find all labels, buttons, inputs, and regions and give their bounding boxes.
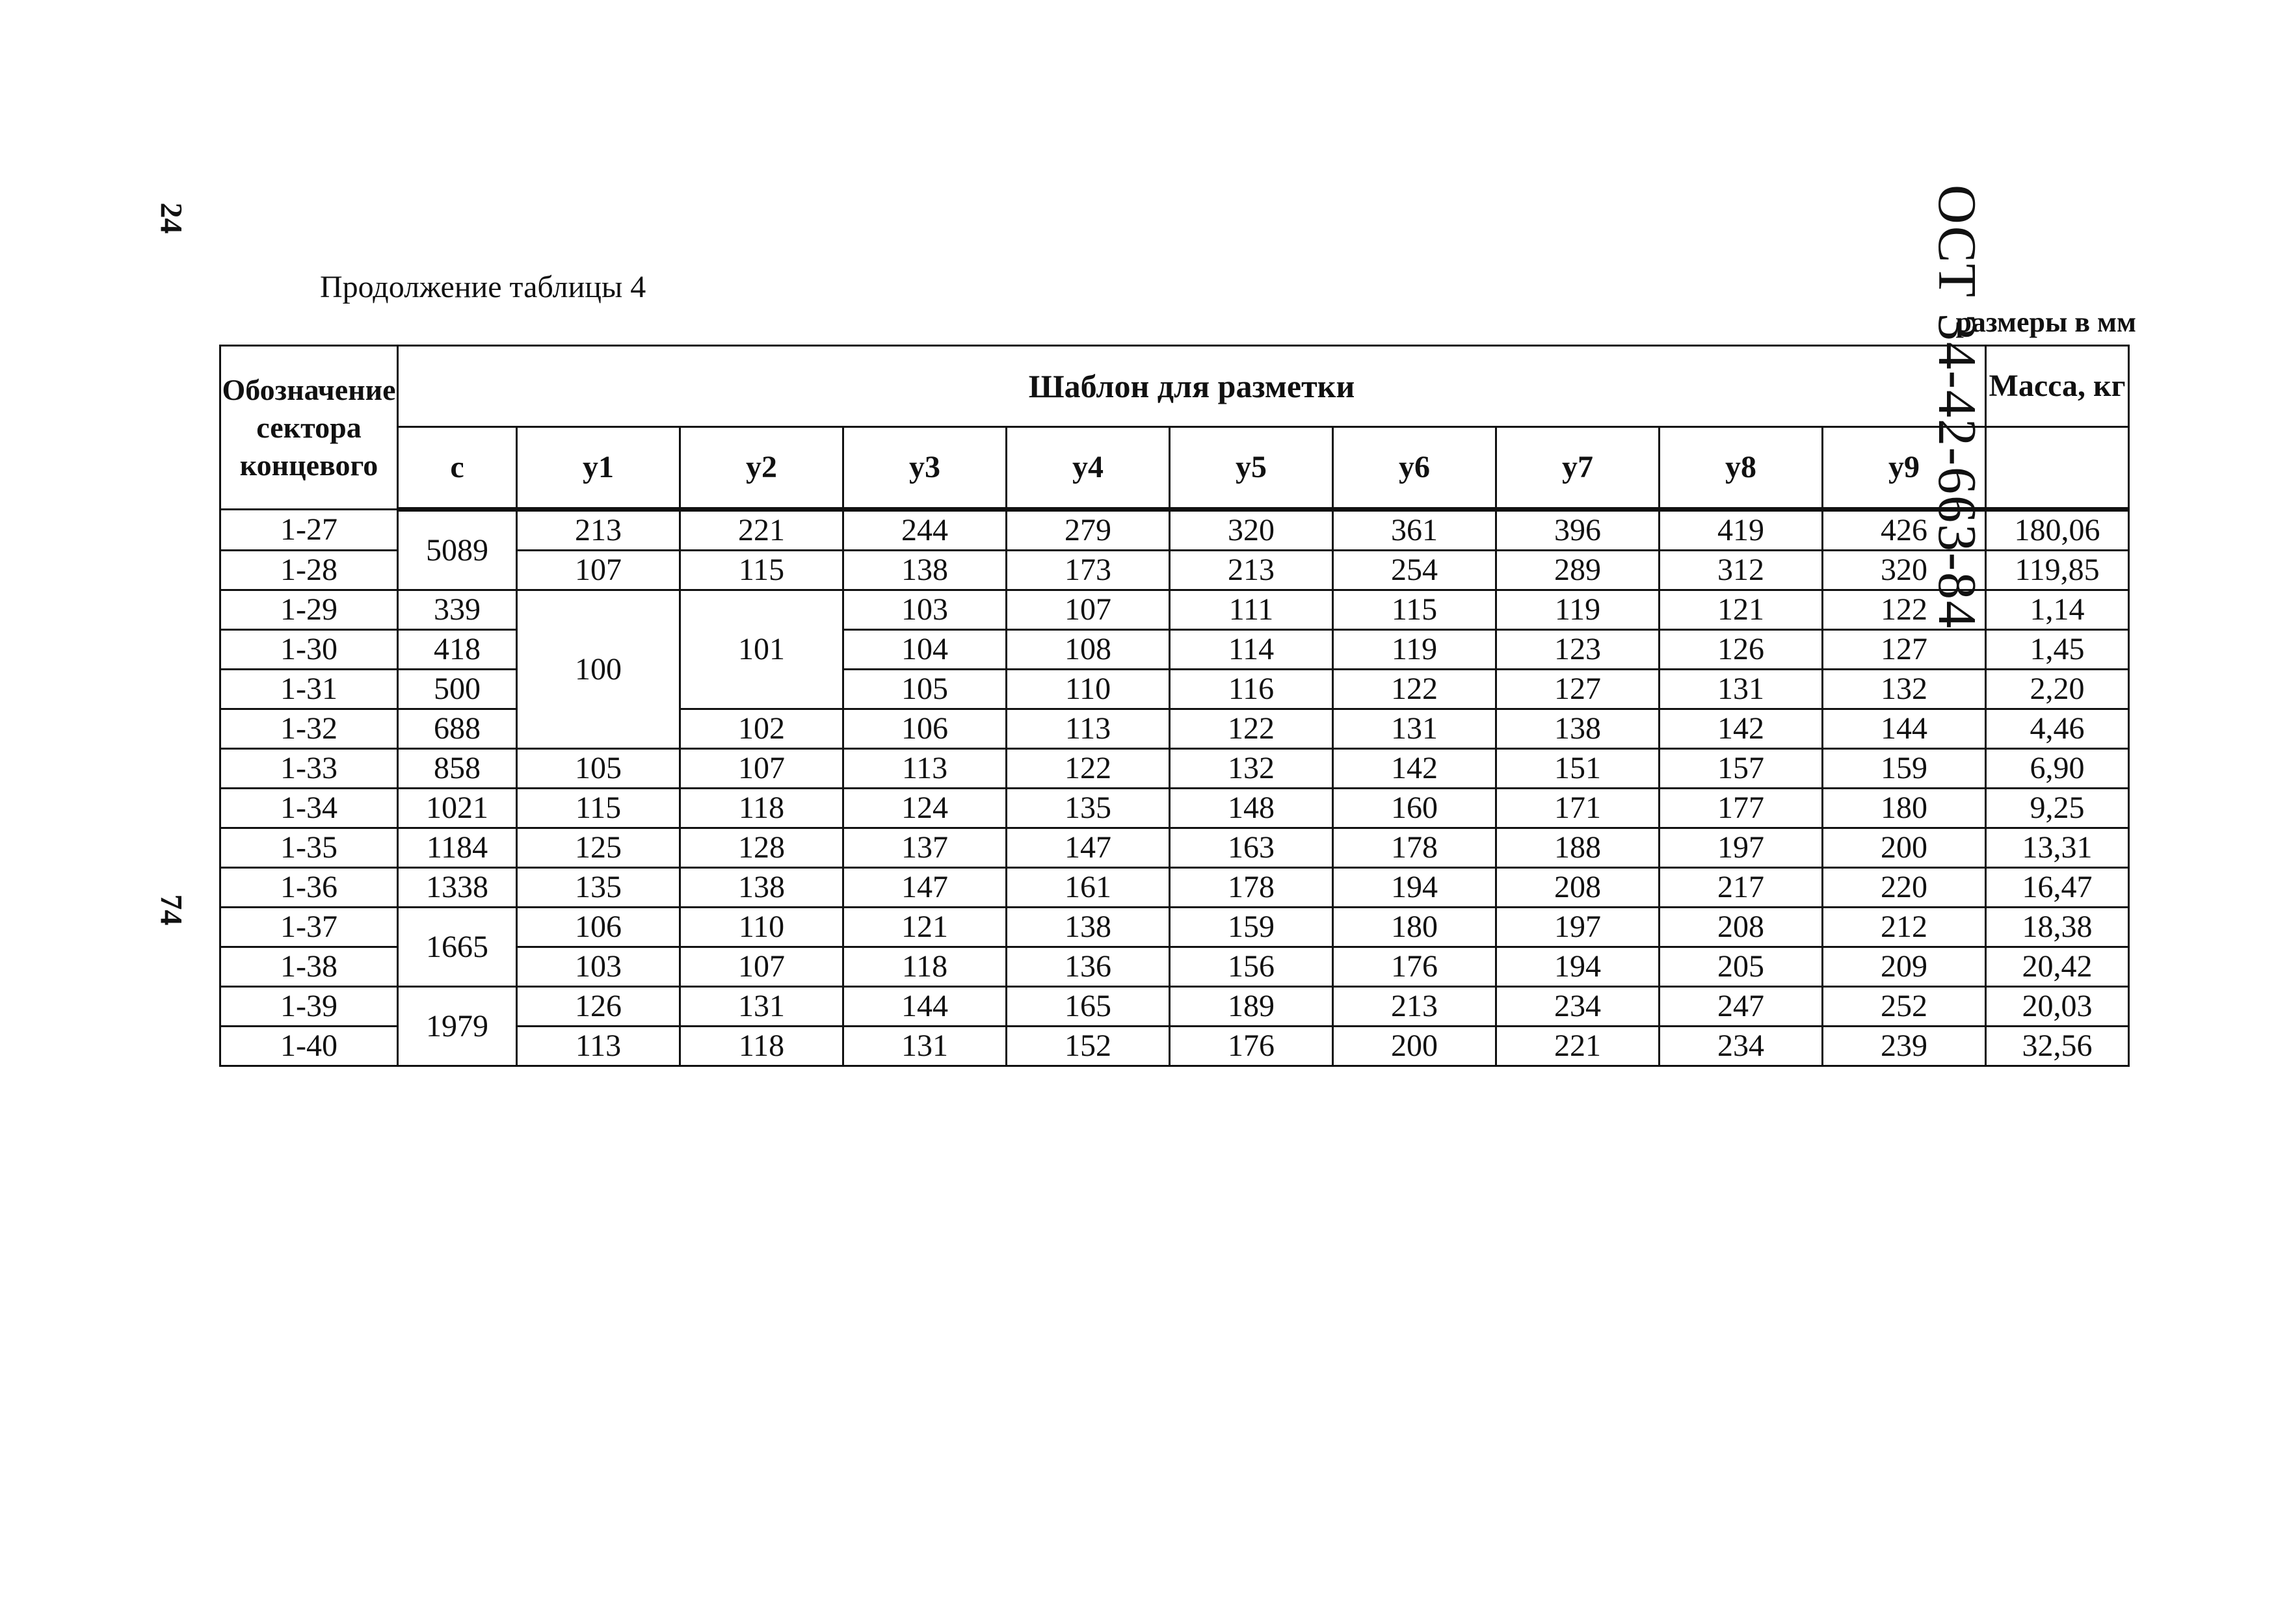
cell-y9: 239 bbox=[1823, 1027, 1986, 1066]
table-row bbox=[220, 789, 2129, 828]
header-designation: Обозначение сектора концевого bbox=[220, 346, 398, 510]
cell-y5: 176 bbox=[1170, 1027, 1333, 1066]
cell-mass: 6,90 bbox=[1986, 749, 2129, 789]
cell-y4: 107 bbox=[1007, 590, 1170, 630]
cell-y9: 252 bbox=[1823, 987, 1986, 1027]
cell-id: 1-35 bbox=[220, 828, 398, 868]
cell-y8: 131 bbox=[1660, 670, 1823, 709]
cell-y9: 212 bbox=[1823, 908, 1986, 947]
table-row bbox=[220, 828, 2129, 868]
cell-y8: 205 bbox=[1660, 947, 1823, 987]
cell-y2: 101 bbox=[680, 590, 843, 709]
cell-c: 688 bbox=[398, 709, 517, 749]
cell-y3: 105 bbox=[843, 670, 1007, 709]
cell-y4: 279 bbox=[1007, 510, 1170, 551]
cell-y1: 113 bbox=[517, 1027, 680, 1066]
subheader-y7: y7 bbox=[1496, 427, 1660, 510]
page-number-side: 74 bbox=[153, 894, 189, 926]
cell-y5: 178 bbox=[1170, 868, 1333, 908]
cell-mass: 2,20 bbox=[1986, 670, 2129, 709]
subheader-y1: y1 bbox=[517, 427, 680, 510]
cell-y4: 108 bbox=[1007, 630, 1170, 670]
cell-y2: 115 bbox=[680, 551, 843, 590]
cell-y7: 123 bbox=[1496, 630, 1660, 670]
cell-y4: 135 bbox=[1007, 789, 1170, 828]
cell-y5: 116 bbox=[1170, 670, 1333, 709]
cell-y4: 147 bbox=[1007, 828, 1170, 868]
cell-y6: 254 bbox=[1333, 551, 1496, 590]
cell-y6: 131 bbox=[1333, 709, 1496, 749]
cell-y3: 121 bbox=[843, 908, 1007, 947]
cell-mass: 18,38 bbox=[1986, 908, 2129, 947]
subheader-y8: y8 bbox=[1660, 427, 1823, 510]
cell-y8: 208 bbox=[1660, 908, 1823, 947]
cell-mass: 20,03 bbox=[1986, 987, 2129, 1027]
cell-y9: 132 bbox=[1823, 670, 1986, 709]
cell-c: 1979 bbox=[398, 987, 517, 1066]
cell-mass: 1,45 bbox=[1986, 630, 2129, 670]
cell-y2: 110 bbox=[680, 908, 843, 947]
cell-y3: 147 bbox=[843, 868, 1007, 908]
cell-y6: 213 bbox=[1333, 987, 1496, 1027]
cell-c: 1338 bbox=[398, 868, 517, 908]
header-mass: Масса, кг bbox=[1986, 346, 2129, 427]
cell-y5: 189 bbox=[1170, 987, 1333, 1027]
cell-y2: 118 bbox=[680, 789, 843, 828]
cell-y3: 137 bbox=[843, 828, 1007, 868]
cell-y2: 107 bbox=[680, 947, 843, 987]
cell-y8: 247 bbox=[1660, 987, 1823, 1027]
subheader-y3: y3 bbox=[843, 427, 1007, 510]
cell-y5: 213 bbox=[1170, 551, 1333, 590]
cell-y3: 144 bbox=[843, 987, 1007, 1027]
cell-y6: 119 bbox=[1333, 630, 1496, 670]
table-row bbox=[220, 987, 2129, 1027]
table-row bbox=[220, 868, 2129, 908]
cell-mass: 20,42 bbox=[1986, 947, 2129, 987]
table-row bbox=[220, 630, 2129, 670]
cell-id: 1-27 bbox=[220, 510, 398, 551]
cell-y7: 188 bbox=[1496, 828, 1660, 868]
cell-id: 1-31 bbox=[220, 670, 398, 709]
cell-c: 418 bbox=[398, 630, 517, 670]
units-note: размеры в мм bbox=[1955, 306, 2136, 338]
cell-y5: 111 bbox=[1170, 590, 1333, 630]
cell-y3: 244 bbox=[843, 510, 1007, 551]
cell-y3: 113 bbox=[843, 749, 1007, 789]
subheader-mass-blank bbox=[1986, 427, 2129, 510]
cell-y7: 151 bbox=[1496, 749, 1660, 789]
cell-y3: 106 bbox=[843, 709, 1007, 749]
cell-y7: 194 bbox=[1496, 947, 1660, 987]
cell-id: 1-32 bbox=[220, 709, 398, 749]
cell-y7: 396 bbox=[1496, 510, 1660, 551]
cell-y1: 106 bbox=[517, 908, 680, 947]
cell-y4: 122 bbox=[1007, 749, 1170, 789]
cell-y8: 234 bbox=[1660, 1027, 1823, 1066]
cell-y1: 115 bbox=[517, 789, 680, 828]
cell-y6: 142 bbox=[1333, 749, 1496, 789]
cell-id: 1-33 bbox=[220, 749, 398, 789]
cell-mass: 180,06 bbox=[1986, 510, 2129, 551]
cell-c: 5089 bbox=[398, 510, 517, 590]
cell-id: 1-28 bbox=[220, 551, 398, 590]
table-row bbox=[220, 510, 2129, 551]
cell-y4: 113 bbox=[1007, 709, 1170, 749]
cell-y9: 209 bbox=[1823, 947, 1986, 987]
table-row bbox=[220, 749, 2129, 789]
cell-y5: 163 bbox=[1170, 828, 1333, 868]
cell-c: 500 bbox=[398, 670, 517, 709]
cell-y8: 197 bbox=[1660, 828, 1823, 868]
cell-y2: 118 bbox=[680, 1027, 843, 1066]
data-table bbox=[219, 345, 2130, 1067]
cell-y2: 128 bbox=[680, 828, 843, 868]
cell-id: 1-39 bbox=[220, 987, 398, 1027]
cell-y8: 177 bbox=[1660, 789, 1823, 828]
cell-y9: 144 bbox=[1823, 709, 1986, 749]
cell-y8: 312 bbox=[1660, 551, 1823, 590]
cell-y8: 121 bbox=[1660, 590, 1823, 630]
cell-y1: 135 bbox=[517, 868, 680, 908]
cell-y2: 221 bbox=[680, 510, 843, 551]
cell-y6: 160 bbox=[1333, 789, 1496, 828]
cell-y4: 161 bbox=[1007, 868, 1170, 908]
cell-c: 858 bbox=[398, 749, 517, 789]
cell-y3: 104 bbox=[843, 630, 1007, 670]
subheader-y4: y4 bbox=[1007, 427, 1170, 510]
cell-y4: 136 bbox=[1007, 947, 1170, 987]
cell-y8: 157 bbox=[1660, 749, 1823, 789]
cell-y6: 122 bbox=[1333, 670, 1496, 709]
cell-y3: 118 bbox=[843, 947, 1007, 987]
cell-y3: 103 bbox=[843, 590, 1007, 630]
cell-id: 1-36 bbox=[220, 868, 398, 908]
cell-mass: 16,47 bbox=[1986, 868, 2129, 908]
document-code: ОСТ 34-42-663-84 bbox=[1927, 185, 1987, 629]
subheader-y6: y6 bbox=[1333, 427, 1496, 510]
cell-id: 1-40 bbox=[220, 1027, 398, 1066]
table-row bbox=[220, 908, 2129, 947]
cell-y5: 156 bbox=[1170, 947, 1333, 987]
cell-y7: 127 bbox=[1496, 670, 1660, 709]
cell-y7: 289 bbox=[1496, 551, 1660, 590]
cell-y5: 132 bbox=[1170, 749, 1333, 789]
cell-mass: 119,85 bbox=[1986, 551, 2129, 590]
cell-y8: 142 bbox=[1660, 709, 1823, 749]
cell-c: 1021 bbox=[398, 789, 517, 828]
cell-y6: 115 bbox=[1333, 590, 1496, 630]
cell-y8: 126 bbox=[1660, 630, 1823, 670]
cell-y8: 419 bbox=[1660, 510, 1823, 551]
cell-y3: 124 bbox=[843, 789, 1007, 828]
page-number-top: 24 bbox=[153, 202, 189, 234]
table-row bbox=[220, 709, 2129, 749]
subheader-y5: y5 bbox=[1170, 427, 1333, 510]
cell-id: 1-38 bbox=[220, 947, 398, 987]
cell-y9: 127 bbox=[1823, 630, 1986, 670]
cell-y2: 102 bbox=[680, 709, 843, 749]
cell-y4: 173 bbox=[1007, 551, 1170, 590]
cell-mass: 32,56 bbox=[1986, 1027, 2129, 1066]
cell-y6: 361 bbox=[1333, 510, 1496, 551]
cell-y1: 125 bbox=[517, 828, 680, 868]
table-row bbox=[220, 590, 2129, 630]
cell-mass: 4,46 bbox=[1986, 709, 2129, 749]
subheader-y2: y2 bbox=[680, 427, 843, 510]
cell-y7: 171 bbox=[1496, 789, 1660, 828]
table-row bbox=[220, 670, 2129, 709]
cell-mass: 1,14 bbox=[1986, 590, 2129, 630]
cell-y4: 110 bbox=[1007, 670, 1170, 709]
cell-y3: 131 bbox=[843, 1027, 1007, 1066]
cell-y8: 217 bbox=[1660, 868, 1823, 908]
cell-y4: 152 bbox=[1007, 1027, 1170, 1066]
cell-c: 339 bbox=[398, 590, 517, 630]
table-caption: Продолжение таблицы 4 bbox=[320, 270, 646, 304]
cell-id: 1-30 bbox=[220, 630, 398, 670]
cell-y9: 159 bbox=[1823, 749, 1986, 789]
cell-y2: 131 bbox=[680, 987, 843, 1027]
cell-y1: 107 bbox=[517, 551, 680, 590]
cell-y5: 159 bbox=[1170, 908, 1333, 947]
cell-y6: 200 bbox=[1333, 1027, 1496, 1066]
cell-id: 1-37 bbox=[220, 908, 398, 947]
cell-y7: 221 bbox=[1496, 1027, 1660, 1066]
cell-y7: 197 bbox=[1496, 908, 1660, 947]
cell-id: 1-34 bbox=[220, 789, 398, 828]
cell-y9: 200 bbox=[1823, 828, 1986, 868]
subheader-y9: y9 bbox=[1823, 427, 1986, 510]
cell-y2: 138 bbox=[680, 868, 843, 908]
cell-c: 1184 bbox=[398, 828, 517, 868]
cell-mass: 13,31 bbox=[1986, 828, 2129, 868]
cell-y9: 180 bbox=[1823, 789, 1986, 828]
cell-y5: 148 bbox=[1170, 789, 1333, 828]
cell-c: 1665 bbox=[398, 908, 517, 987]
cell-y9: 320 bbox=[1823, 551, 1986, 590]
cell-y1: 105 bbox=[517, 749, 680, 789]
cell-y9: 220 bbox=[1823, 868, 1986, 908]
cell-y5: 320 bbox=[1170, 510, 1333, 551]
cell-id: 1-29 bbox=[220, 590, 398, 630]
cell-y5: 114 bbox=[1170, 630, 1333, 670]
cell-y2: 107 bbox=[680, 749, 843, 789]
cell-y4: 165 bbox=[1007, 987, 1170, 1027]
cell-y3: 138 bbox=[843, 551, 1007, 590]
header-template: Шаблон для разметки bbox=[398, 346, 1986, 427]
cell-y1: 100 bbox=[517, 590, 680, 749]
cell-y7: 208 bbox=[1496, 868, 1660, 908]
cell-y6: 176 bbox=[1333, 947, 1496, 987]
cell-y1: 126 bbox=[517, 987, 680, 1027]
cell-y5: 122 bbox=[1170, 709, 1333, 749]
cell-y7: 119 bbox=[1496, 590, 1660, 630]
cell-mass: 9,25 bbox=[1986, 789, 2129, 828]
subheader-c: c bbox=[398, 427, 517, 510]
cell-y1: 213 bbox=[517, 510, 680, 551]
cell-y4: 138 bbox=[1007, 908, 1170, 947]
cell-y7: 234 bbox=[1496, 987, 1660, 1027]
cell-y6: 178 bbox=[1333, 828, 1496, 868]
cell-y1: 103 bbox=[517, 947, 680, 987]
cell-y9: 122 bbox=[1823, 590, 1986, 630]
cell-y7: 138 bbox=[1496, 709, 1660, 749]
cell-y6: 180 bbox=[1333, 908, 1496, 947]
cell-y6: 194 bbox=[1333, 868, 1496, 908]
cell-y9: 426 bbox=[1823, 510, 1986, 551]
